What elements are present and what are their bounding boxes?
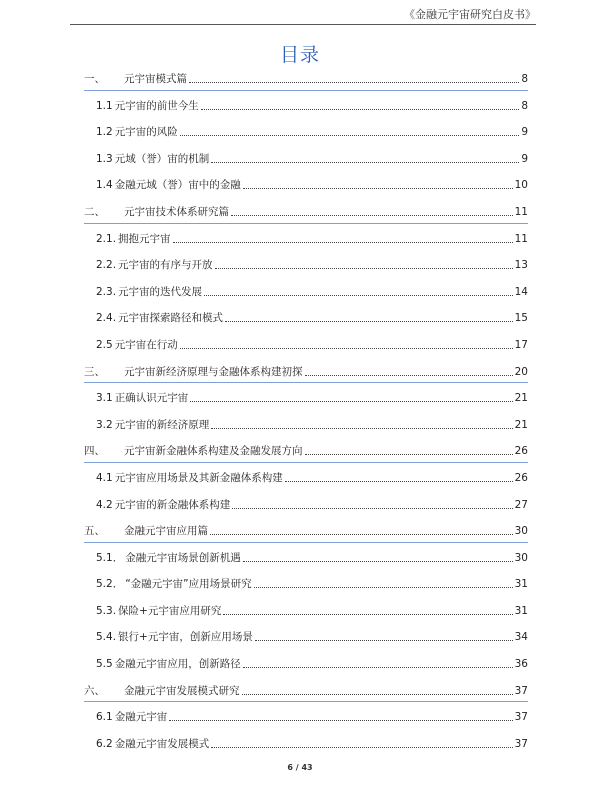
- toc-entry-link[interactable]: [96, 702, 528, 724]
- toc-entry-number: 5.1．: [96, 551, 124, 564]
- toc-entry-number: 四、: [84, 445, 105, 458]
- toc-entry-label: 金融元宇宙应用，创新路径: [114, 658, 241, 671]
- toc-entry-page: 20: [514, 365, 528, 378]
- toc-dot-leader: [243, 667, 513, 668]
- toc-entry-page: 34: [514, 631, 528, 644]
- toc-entry-label: 拥抱元宇宙: [118, 232, 171, 245]
- toc-section-row[interactable]: [84, 596, 528, 623]
- toc-entry-label: 元宇宙新金融体系构建及金融发展方向: [124, 445, 303, 458]
- toc-entry-number: 1.4: [96, 179, 113, 192]
- toc-entry-page: 30: [514, 551, 528, 564]
- toc-entry-label: 保险+元宇宙应用研究: [118, 604, 222, 617]
- toc-entry-number: 5.2．: [96, 578, 124, 591]
- toc-entry-number: 1.3: [96, 152, 113, 165]
- toc-entry-page: 21: [514, 392, 528, 405]
- toc-entry-number: 6.2: [96, 737, 113, 750]
- toc-entry-number: 1.1: [96, 99, 113, 112]
- toc-entry-page: 11: [514, 205, 528, 218]
- toc-entry-link[interactable]: [84, 436, 528, 458]
- toc-entry-link[interactable]: [96, 224, 528, 246]
- toc-section-row[interactable]: [84, 250, 528, 277]
- toc-section-row[interactable]: [84, 649, 528, 676]
- toc-entry-page: 21: [514, 418, 528, 431]
- toc-entry-link[interactable]: [96, 383, 528, 405]
- toc-entry-number: 5.3.: [96, 604, 117, 617]
- toc-dot-leader: [254, 587, 513, 588]
- toc-entry-link[interactable]: [96, 250, 528, 272]
- toc-entry-page: 36: [514, 658, 528, 671]
- toc-entry-page: 30: [514, 525, 528, 538]
- toc-entry-page: 37: [514, 737, 528, 750]
- toc-section-row[interactable]: [84, 490, 528, 517]
- toc-dot-leader: [242, 694, 513, 695]
- toc-entry-label: 元宇宙的迭代发展: [118, 285, 203, 298]
- toc-chapter-row[interactable]: [84, 197, 528, 224]
- toc-entry-label: 元域（誉）宙的机制: [114, 152, 210, 165]
- toc-entry-page: 11: [514, 232, 528, 245]
- toc-dot-leader: [285, 481, 513, 482]
- toc-entry-page: 10: [514, 179, 528, 192]
- toc-chapter-row[interactable]: [84, 676, 528, 703]
- toc-entry-number: 2.1.: [96, 232, 117, 245]
- toc-entry-label: 元宇宙在行动: [114, 338, 178, 351]
- toc-section-row[interactable]: [84, 622, 528, 649]
- toc-entry-link[interactable]: [96, 622, 528, 644]
- toc-entry-page: 37: [514, 711, 528, 724]
- toc-entry-link[interactable]: [96, 330, 528, 352]
- toc-section-row[interactable]: [84, 569, 528, 596]
- toc-entry-page: 31: [514, 578, 528, 591]
- toc-title: 目录: [279, 44, 320, 66]
- toc-entry-page: 26: [514, 445, 528, 458]
- toc-entry-page: 17: [514, 338, 528, 351]
- toc-entry-label: 元宇宙模式篇: [124, 73, 187, 85]
- toc-entry-label: 银行+元宇宙，创新应用场景: [118, 631, 253, 644]
- toc-entry-link[interactable]: [84, 64, 528, 86]
- toc-entry-page: 13: [514, 259, 528, 272]
- toc-dot-leader: [243, 561, 513, 562]
- toc-entry-page: 37: [514, 684, 528, 697]
- toc-entry-page: 8: [521, 73, 528, 85]
- toc-entry-label: 金融元域（誉）宙中的金融: [114, 179, 241, 192]
- toc-chapter-row[interactable]: [84, 436, 528, 463]
- toc-entry-number: 5.4.: [96, 631, 117, 644]
- toc-entry-link[interactable]: [96, 729, 528, 751]
- toc-dot-leader: [211, 747, 512, 748]
- toc-entry-link[interactable]: [96, 303, 528, 325]
- toc-section-row[interactable]: [84, 144, 528, 171]
- toc-dot-leader: [190, 401, 512, 402]
- toc-entry-number: 6.1: [96, 711, 113, 724]
- toc-entry-page: 9: [521, 126, 528, 139]
- toc-chapter-row[interactable]: [84, 64, 528, 91]
- toc-section-row[interactable]: [84, 91, 528, 118]
- toc-dot-leader: [243, 188, 513, 189]
- toc-section-row[interactable]: [84, 729, 528, 756]
- header-rule: [70, 24, 536, 25]
- toc-section-row[interactable]: [84, 117, 528, 144]
- toc-entry-number: 1.2: [96, 126, 113, 139]
- toc-entry-link[interactable]: [96, 170, 528, 192]
- toc-dot-leader: [231, 215, 513, 216]
- toc-entry-link[interactable]: [84, 516, 528, 538]
- page-number: 6 / 43: [287, 763, 313, 772]
- toc-entry-label: 元宇宙探索路径和模式: [118, 312, 224, 325]
- toc-entry-page: 9: [521, 152, 528, 165]
- toc-entry-number: 2.4.: [96, 312, 117, 325]
- toc-entry-label: 元宇宙技术体系研究篇: [124, 205, 229, 218]
- toc-entry-label: 金融元宇宙发展模式: [114, 737, 210, 750]
- toc-section-row[interactable]: [84, 410, 528, 437]
- running-header: 《金融元宇宙研究白皮书》: [404, 8, 536, 21]
- toc-entry-link[interactable]: [84, 197, 528, 219]
- toc-chapter-row[interactable]: [84, 516, 528, 543]
- toc-dot-leader: [211, 428, 512, 429]
- toc-entry-link[interactable]: [96, 569, 528, 591]
- toc-entry-link[interactable]: [96, 91, 528, 113]
- toc-entry-link[interactable]: [96, 410, 528, 432]
- toc-entry-link[interactable]: [96, 277, 528, 299]
- toc-entry-label: “金融元宇宙”应用场景研究: [125, 578, 252, 591]
- toc-entry-page: 15: [514, 312, 528, 325]
- toc-entry-number: 一、: [84, 73, 105, 85]
- toc-entry-label: 金融元宇宙发展模式研究: [124, 684, 240, 697]
- toc-entry-link[interactable]: [96, 490, 528, 512]
- toc-entry-number: 4.2: [96, 498, 113, 511]
- toc-entry-number: 六、: [84, 684, 105, 697]
- toc-entry-number: 2.2.: [96, 259, 117, 272]
- toc-section-row[interactable]: [84, 303, 528, 330]
- toc-entry-number: 3.1: [96, 392, 113, 405]
- toc-section-row[interactable]: [84, 224, 528, 251]
- toc-section-row[interactable]: [84, 170, 528, 197]
- toc-dot-leader: [215, 268, 513, 269]
- toc-entry-link[interactable]: [84, 357, 528, 379]
- toc-dot-leader: [210, 534, 513, 535]
- toc-entry-label: 元宇宙新经济原理与金融体系构建初探: [124, 365, 303, 378]
- toc-section-row[interactable]: [84, 543, 528, 570]
- toc-dot-leader: [204, 295, 513, 296]
- toc-section-row[interactable]: [84, 463, 528, 490]
- toc-entry-page: 14: [514, 285, 528, 298]
- toc-section-row[interactable]: [84, 702, 528, 729]
- toc-entry-label: 正确认识元宇宙: [114, 392, 189, 405]
- toc-entry-label: 元宇宙的新经济原理: [114, 418, 210, 431]
- toc-dot-leader: [211, 162, 519, 163]
- toc-entry-number: 2.3.: [96, 285, 117, 298]
- toc-entry-link[interactable]: [96, 596, 528, 618]
- toc-entry-label: 元宇宙的风险: [114, 126, 178, 139]
- toc-entry-page: 8: [521, 99, 528, 112]
- toc-entry-link[interactable]: [96, 117, 528, 139]
- toc-dot-leader: [173, 242, 513, 243]
- toc-dot-leader: [180, 348, 513, 349]
- toc-dot-leader: [305, 375, 513, 376]
- toc-dot-leader: [169, 720, 512, 721]
- toc-entry-label: 金融元宇宙: [114, 711, 168, 724]
- toc-dot-leader: [223, 614, 512, 615]
- toc-entry-number: 2.5: [96, 338, 113, 351]
- toc-entry-number: 3.2: [96, 418, 113, 431]
- toc-dot-leader: [232, 508, 512, 509]
- toc-entry-number: 5.5: [96, 658, 113, 671]
- toc-entry-label: 元宇宙的有序与开放: [118, 259, 213, 272]
- toc-entry-number: 二、: [84, 205, 105, 218]
- toc-entry-link[interactable]: [96, 463, 528, 485]
- toc-dot-leader: [189, 82, 519, 83]
- toc-dot-leader: [180, 135, 520, 136]
- toc-section-row[interactable]: [84, 330, 528, 357]
- toc-entry-number: 五、: [84, 525, 105, 538]
- toc-entry-page: 26: [514, 471, 528, 484]
- toc-entry-link[interactable]: [96, 543, 528, 565]
- toc-entry-link[interactable]: [96, 649, 528, 671]
- toc-dot-leader: [305, 454, 513, 455]
- toc-entry-label: 金融元宇宙应用篇: [124, 525, 208, 538]
- toc-entry-label: 元宇宙的前世今生: [114, 99, 199, 112]
- toc-dot-leader: [225, 321, 513, 322]
- toc-entry-page: 27: [514, 498, 528, 511]
- toc-entry-link[interactable]: [84, 676, 528, 698]
- toc-section-row[interactable]: [84, 277, 528, 304]
- toc-dot-leader: [201, 109, 520, 110]
- toc-dot-leader: [255, 640, 513, 641]
- toc-entry-page: 31: [514, 604, 528, 617]
- toc-section-row[interactable]: [84, 383, 528, 410]
- toc-entry-link[interactable]: [96, 144, 528, 166]
- table-of-contents: [84, 64, 528, 755]
- toc-entry-label: 元宇宙的新金融体系构建: [114, 498, 231, 511]
- toc-entry-label: 金融元宇宙场景创新机遇: [125, 551, 241, 564]
- toc-entry-label: 元宇宙应用场景及其新金融体系构建: [114, 471, 283, 484]
- toc-entry-number: 4.1: [96, 471, 113, 484]
- toc-entry-number: 三、: [84, 365, 105, 378]
- toc-chapter-row[interactable]: [84, 357, 528, 384]
